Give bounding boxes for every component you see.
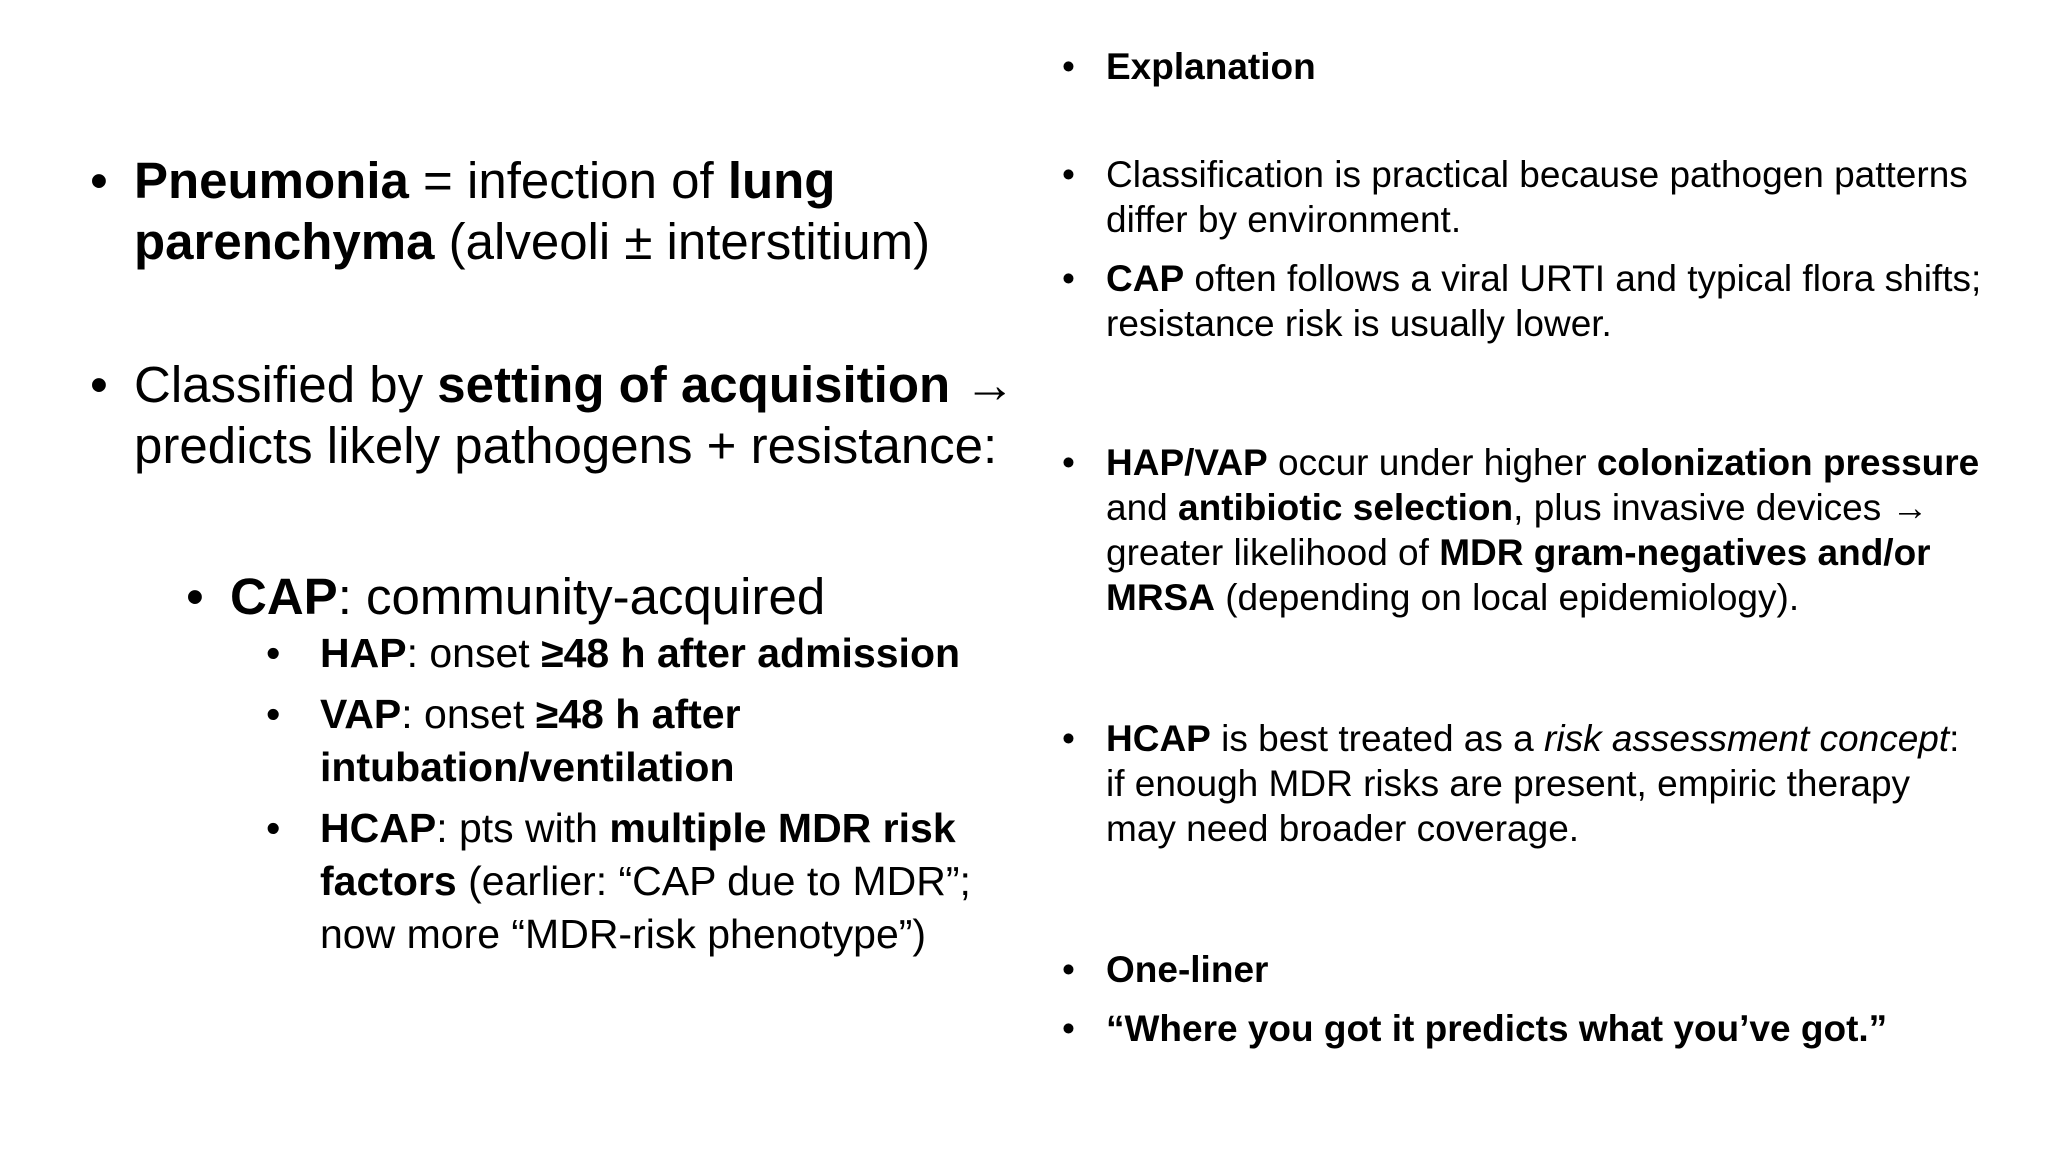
oneliner-heading: One-liner bbox=[1106, 949, 1269, 990]
term-hapvap: HAP/VAP bbox=[1106, 442, 1268, 483]
text-segment: → predicts likely pathogens + resistance: bbox=[134, 356, 1016, 474]
text-segment: often follows a viral URTI and typical flora shifts; resistance risk is usually lower. bbox=[1106, 258, 1982, 344]
explanation-heading: Explanation bbox=[1106, 46, 1316, 87]
term-hap: HAP bbox=[320, 630, 407, 676]
term-colonization-pressure: colonization pressure bbox=[1596, 442, 1980, 483]
term-antibiotic-selection: antibiotic selection bbox=[1178, 487, 1514, 528]
text-segment: , plus invasive devices → greater likelihood of bbox=[1106, 487, 1929, 573]
bullet-classification-rationale bbox=[1062, 152, 1982, 242]
text-segment: Classified by bbox=[134, 356, 438, 413]
term-setting-of-acquisition: setting of acquisition bbox=[437, 356, 951, 413]
text-segment: and bbox=[1106, 487, 1179, 528]
right-column bbox=[1062, 44, 1982, 1051]
text-segment: Classification is practical because pathogen patterns differ by environment. bbox=[1106, 154, 1968, 240]
text-segment: : if enough MDR risks are present, empiric therapy may need broader coverage. bbox=[1106, 718, 1960, 849]
text-segment: occur under higher bbox=[1267, 442, 1597, 483]
text-segment: : onset bbox=[406, 630, 542, 676]
bullet-classification bbox=[90, 354, 1020, 476]
text-segment: (alveoli ± interstitium) bbox=[434, 213, 931, 270]
bullet-hcap-explanation bbox=[1062, 716, 1982, 851]
text-segment: : onset bbox=[401, 691, 536, 737]
bullet-oneliner-heading bbox=[1062, 947, 1982, 992]
bullet-explanation-heading bbox=[1062, 44, 1982, 89]
text-segment: (depending on local epidemiology). bbox=[1214, 577, 1800, 618]
term-pneumonia: Pneumonia bbox=[134, 152, 409, 209]
bullet-hcap bbox=[90, 802, 1020, 961]
bullet-hapvap-explanation bbox=[1062, 440, 1982, 620]
term-vap-onset: ≥48 h after intubation/ventilation bbox=[320, 691, 741, 790]
text-segment: (earlier: “CAP due to MDR”; now more “MDR-risk phenotype”) bbox=[320, 858, 971, 957]
term-mdr-risk-factors: multiple MDR risk factors bbox=[320, 805, 956, 904]
term-mdr-gram-negatives: MDR gram-negatives and/or MRSA bbox=[1106, 532, 1931, 618]
term-risk-assessment-concept: risk assessment concept bbox=[1544, 718, 1950, 759]
bullet-pneumonia-definition bbox=[90, 150, 1020, 272]
oneliner-quote: “Where you got it predicts what you’ve got.” bbox=[1106, 1008, 1888, 1049]
bullet-vap bbox=[90, 688, 1020, 794]
left-column bbox=[90, 150, 1020, 961]
bullet-oneliner-quote bbox=[1062, 1006, 1982, 1051]
term-lung-parenchyma: lung parenchyma bbox=[134, 152, 836, 270]
term-vap: VAP bbox=[320, 691, 402, 737]
bullet-cap-explanation bbox=[1062, 256, 1982, 346]
text-segment: is best treated as a bbox=[1210, 718, 1545, 759]
bullet-hap bbox=[90, 627, 1020, 680]
text-segment: : pts with bbox=[436, 805, 610, 851]
term-hcap: HCAP bbox=[320, 805, 437, 851]
term-cap: CAP bbox=[230, 568, 338, 625]
term-cap: CAP bbox=[1106, 258, 1185, 299]
text-segment: : community-acquired bbox=[337, 568, 826, 625]
bullet-cap bbox=[90, 566, 1020, 627]
term-hcap: HCAP bbox=[1106, 718, 1211, 759]
text-segment: = infection of bbox=[408, 152, 728, 209]
term-hap-onset: ≥48 h after admission bbox=[541, 630, 961, 676]
